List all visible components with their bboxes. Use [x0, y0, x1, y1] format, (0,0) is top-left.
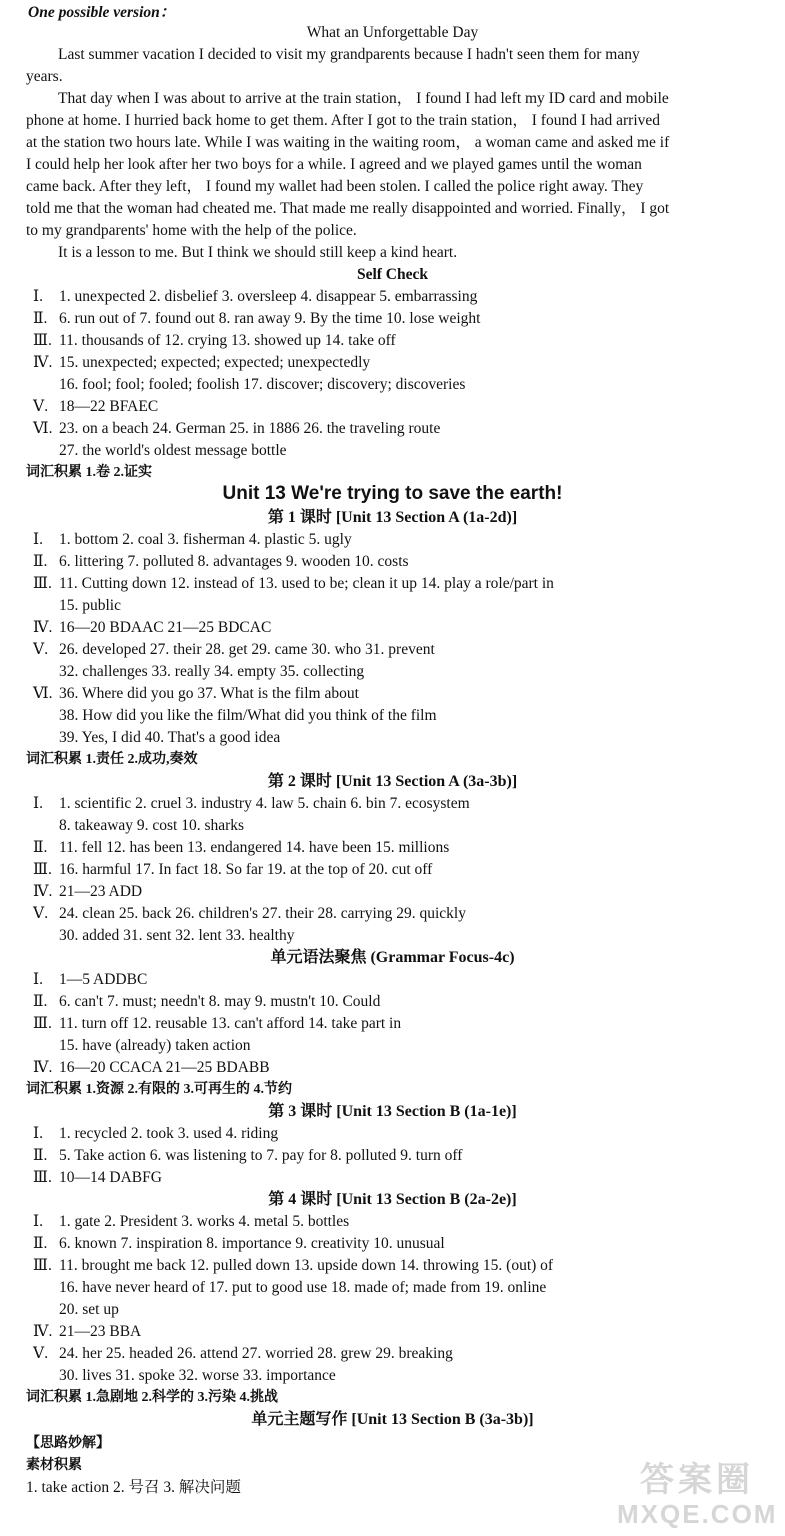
answer-text: 1—5 ADDBC — [59, 971, 148, 988]
answer-text: 11. Cutting down 12. instead of 13. used to be; clean it up 14. play a role/part in — [59, 575, 554, 592]
answer-text: 16—20 CCACA 21—25 BDABB — [59, 1059, 270, 1076]
answer-text: 11. thousands of 12. crying 13. showed up 14. take off — [59, 332, 396, 349]
roman-numeral: Ⅲ. — [33, 861, 52, 878]
answer-line — [33, 1211, 349, 1233]
answer-line — [33, 1013, 401, 1035]
answer-text: 6. known 7. inspiration 8. importance 9. creativity 10. unusual — [59, 1235, 445, 1252]
answer-line — [33, 727, 280, 749]
roman-numeral: Ⅰ. — [33, 971, 43, 988]
answer-line — [33, 418, 440, 440]
answer-line — [33, 1255, 553, 1277]
lesson-title: 第 3 课时 [Unit 13 Section B (1a-1e)] — [268, 1103, 517, 1120]
answer-line — [33, 1057, 270, 1079]
answer-line — [33, 815, 244, 837]
essay-title: What an Unforgettable Day — [306, 24, 479, 41]
lesson-title: 第 2 课时 [Unit 13 Section A (3a-3b)] — [267, 773, 518, 790]
answer-text: 1. recycled 2. took 3. used 4. riding — [59, 1125, 279, 1142]
roman-numeral: Ⅲ. — [33, 1257, 52, 1274]
answer-text: 26. developed 27. their 28. get 29. came 30. who 31. prevent — [59, 641, 435, 658]
material-label: 素材积累 — [26, 1458, 82, 1473]
essay-line: Last summer vacation I decided to visit my grandparents because I hadn't seen them for many — [58, 46, 640, 63]
answer-line — [33, 683, 359, 705]
answer-text: 27. the world's oldest message bottle — [59, 442, 287, 459]
vocab-line: 词汇积累 1.卷 2.证实 — [26, 465, 152, 480]
answer-text: 15. public — [59, 597, 121, 614]
answer-text: 1. unexpected 2. disbelief 3. oversleep 4. disappear 5. embarrassing — [59, 288, 478, 305]
roman-numeral: Ⅴ. — [33, 398, 49, 415]
answer-text: 38. How did you like the film/What did you think of the film — [59, 707, 437, 724]
answer-line — [33, 969, 147, 991]
roman-numeral: Ⅲ. — [33, 332, 52, 349]
answer-text: 16—20 BDAAC 21—25 BDCAC — [59, 619, 272, 636]
answer-text: 36. Where did you go 37. What is the film about — [59, 685, 359, 702]
roman-numeral: Ⅱ. — [33, 1147, 48, 1164]
watermark-url: MXQE.COM — [617, 1499, 778, 1529]
answer-text: 30. added 31. sent 32. lent 33. healthy — [59, 927, 295, 944]
answer-text: 1. scientific 2. cruel 3. industry 4. law 5. chain 6. bin 7. ecosystem — [59, 795, 470, 812]
essay-line: years. — [26, 68, 63, 85]
answer-line — [33, 1167, 162, 1189]
essay-line: at the station two hours late. While I was waiting in the waiting room， a woman came and asked me if — [26, 134, 670, 151]
answer-line — [33, 396, 158, 418]
answer-text: 8. takeaway 9. cost 10. sharks — [59, 817, 245, 834]
answer-line — [33, 374, 465, 396]
answer-text: 16. have never heard of 17. put to good use 18. made of; made from 19. online — [59, 1279, 547, 1296]
answer-text: 1. bottom 2. coal 3. fisherman 4. plastic 5. ugly — [59, 531, 352, 548]
vocab-line: 词汇积累 1.责任 2.成功,奏效 — [26, 752, 198, 767]
lesson-title: 单元语法聚焦 (Grammar Focus-4c) — [270, 949, 515, 966]
answer-line — [33, 793, 470, 815]
answer-line — [33, 1277, 546, 1299]
answer-text: 15. unexpected; expected; expected; unexpectedly — [59, 354, 371, 371]
answer-text: 10—14 DABFG — [59, 1169, 162, 1186]
answer-text: 39. Yes, I did 40. That's a good idea — [59, 729, 281, 746]
answer-text: 1. gate 2. President 3. works 4. metal 5. bottles — [59, 1213, 350, 1230]
answer-text: 18—22 BFAEC — [59, 398, 159, 415]
roman-numeral: Ⅰ. — [33, 531, 43, 548]
answer-line — [33, 1145, 462, 1167]
roman-numeral: Ⅵ. — [33, 685, 53, 702]
roman-numeral: Ⅰ. — [33, 1213, 43, 1230]
answer-text: 30. lives 31. spoke 32. worse 33. importance — [59, 1367, 336, 1384]
answer-line — [33, 881, 142, 903]
essay-line: It is a lesson to me. But I think we should still keep a kind heart. — [58, 244, 458, 261]
roman-numeral: Ⅳ. — [33, 1323, 53, 1340]
answer-line — [33, 1035, 251, 1057]
answer-text: 15. have (already) taken action — [59, 1037, 251, 1054]
answer-text: 23. on a beach 24. German 25. in 1886 26. the traveling route — [59, 420, 441, 437]
roman-numeral: Ⅳ. — [33, 1059, 53, 1076]
material-line: 1. take action 2. 号召 3. 解决问题 — [26, 1479, 241, 1496]
answer-line — [33, 1233, 445, 1255]
roman-numeral: Ⅱ. — [33, 553, 48, 570]
essay-line: to my grandparents' home with the help of the police. — [26, 222, 357, 239]
answer-line — [33, 286, 477, 308]
roman-numeral: Ⅳ. — [33, 354, 53, 371]
intro-label: One possible version： — [28, 4, 176, 21]
answer-text: 24. clean 25. back 26. children's 27. their 28. carrying 29. quickly — [59, 905, 466, 922]
roman-numeral: Ⅰ. — [33, 288, 43, 305]
answer-line — [33, 595, 121, 617]
answer-text: 6. littering 7. polluted 8. advantages 9. wooden 10. costs — [59, 553, 409, 570]
answer-line — [33, 352, 370, 374]
roman-numeral: Ⅱ. — [33, 993, 48, 1010]
answer-text: 5. Take action 6. was listening to 7. pay for 8. polluted 9. turn off — [59, 1147, 463, 1164]
answer-text: 6. can't 7. must; needn't 8. may 9. mustn't 10. Could — [59, 993, 381, 1010]
answer-line — [33, 1343, 453, 1365]
roman-numeral: Ⅲ. — [33, 1015, 52, 1032]
vocab-line: 词汇积累 1.急剧地 2.科学的 3.污染 4.挑战 — [26, 1390, 278, 1405]
vocab-line: 词汇积累 1.资源 2.有限的 3.可再生的 4.节约 — [26, 1082, 292, 1097]
answer-line — [33, 529, 352, 551]
watermark-text: 答案圈 — [640, 1461, 754, 1499]
answer-line — [33, 639, 435, 661]
answer-line — [33, 661, 364, 683]
essay-line: came back. After they left， I found my wallet had been stolen. I called the police right away. They — [26, 178, 644, 195]
essay-line: phone at home. I hurried back home to get them. After I got to the train station， I found I had arrived — [26, 112, 661, 129]
answer-line — [33, 859, 432, 881]
answer-text: 11. turn off 12. reusable 13. can't afford 14. take part in — [59, 1015, 402, 1032]
lesson-title: 第 1 课时 [Unit 13 Section A (1a-2d)] — [267, 509, 518, 526]
roman-numeral: Ⅴ. — [33, 905, 49, 922]
answer-line — [33, 1123, 278, 1145]
roman-numeral: Ⅱ. — [33, 839, 48, 856]
answer-line — [33, 617, 271, 639]
answer-text: 11. fell 12. has been 13. endangered 14. have been 15. millions — [59, 839, 450, 856]
lesson-title: 第 4 课时 [Unit 13 Section B (2a-2e)] — [268, 1191, 517, 1208]
essay-line: I could help her look after her two boys for a while. I agreed and we played games until the woman — [26, 156, 642, 173]
answer-text: 20. set up — [59, 1301, 119, 1318]
roman-numeral: Ⅴ. — [33, 1345, 49, 1362]
unit-title: Unit 13 We're trying to save the earth! — [222, 483, 563, 504]
answer-line — [33, 308, 480, 330]
answer-text: 21—23 BBA — [59, 1323, 142, 1340]
watermark-logo — [617, 1460, 777, 1530]
answer-text: 16. fool; fool; fooled; foolish 17. discover; discovery; discoveries — [59, 376, 466, 393]
roman-numeral: Ⅱ. — [33, 310, 48, 327]
roman-numeral: Ⅰ. — [33, 1125, 43, 1142]
answer-line — [33, 837, 449, 859]
roman-numeral: Ⅱ. — [33, 1235, 48, 1252]
lesson-title: 单元主题写作 [Unit 13 Section B (3a-3b)] — [251, 1411, 534, 1428]
answer-text: 32. challenges 33. really 34. empty 35. collecting — [59, 663, 365, 680]
answer-line — [33, 925, 294, 947]
answer-text: 6. run out of 7. found out 8. ran away 9. By the time 10. lose weight — [59, 310, 481, 327]
answer-line — [33, 330, 396, 352]
answer-line — [33, 1321, 141, 1343]
roman-numeral: Ⅲ. — [33, 575, 52, 592]
roman-numeral: Ⅲ. — [33, 1169, 52, 1186]
answer-text: 16. harmful 17. In fact 18. So far 19. at the top of 20. cut off — [59, 861, 433, 878]
answer-line — [33, 551, 409, 573]
roman-numeral: Ⅳ. — [33, 883, 53, 900]
essay-line: That day when I was about to arrive at the train station， I found I had left my ID card and mobile — [58, 90, 669, 107]
essay-line: told me that the woman had cheated me. That made me really disappointed and worried. Finally， I got — [26, 200, 670, 217]
answer-text: 21—23 ADD — [59, 883, 143, 900]
section-title: Self Check — [356, 266, 429, 283]
answer-text: 24. her 25. headed 26. attend 27. worried 28. grew 29. breaking — [59, 1345, 453, 1362]
answer-line — [33, 903, 466, 925]
answer-text: 11. brought me back 12. pulled down 13. upside down 14. throwing 15. (out) of — [59, 1257, 554, 1274]
roman-numeral: Ⅳ. — [33, 619, 53, 636]
answer-line — [33, 573, 554, 595]
answer-line — [33, 1365, 336, 1387]
answer-line — [33, 1299, 119, 1321]
idea-label: 【思路妙解】 — [26, 1436, 110, 1451]
answer-line — [33, 705, 437, 727]
roman-numeral: Ⅰ. — [33, 795, 43, 812]
answer-line — [33, 440, 287, 462]
roman-numeral: Ⅴ. — [33, 641, 49, 658]
answer-line — [33, 991, 380, 1013]
roman-numeral: Ⅵ. — [33, 420, 53, 437]
